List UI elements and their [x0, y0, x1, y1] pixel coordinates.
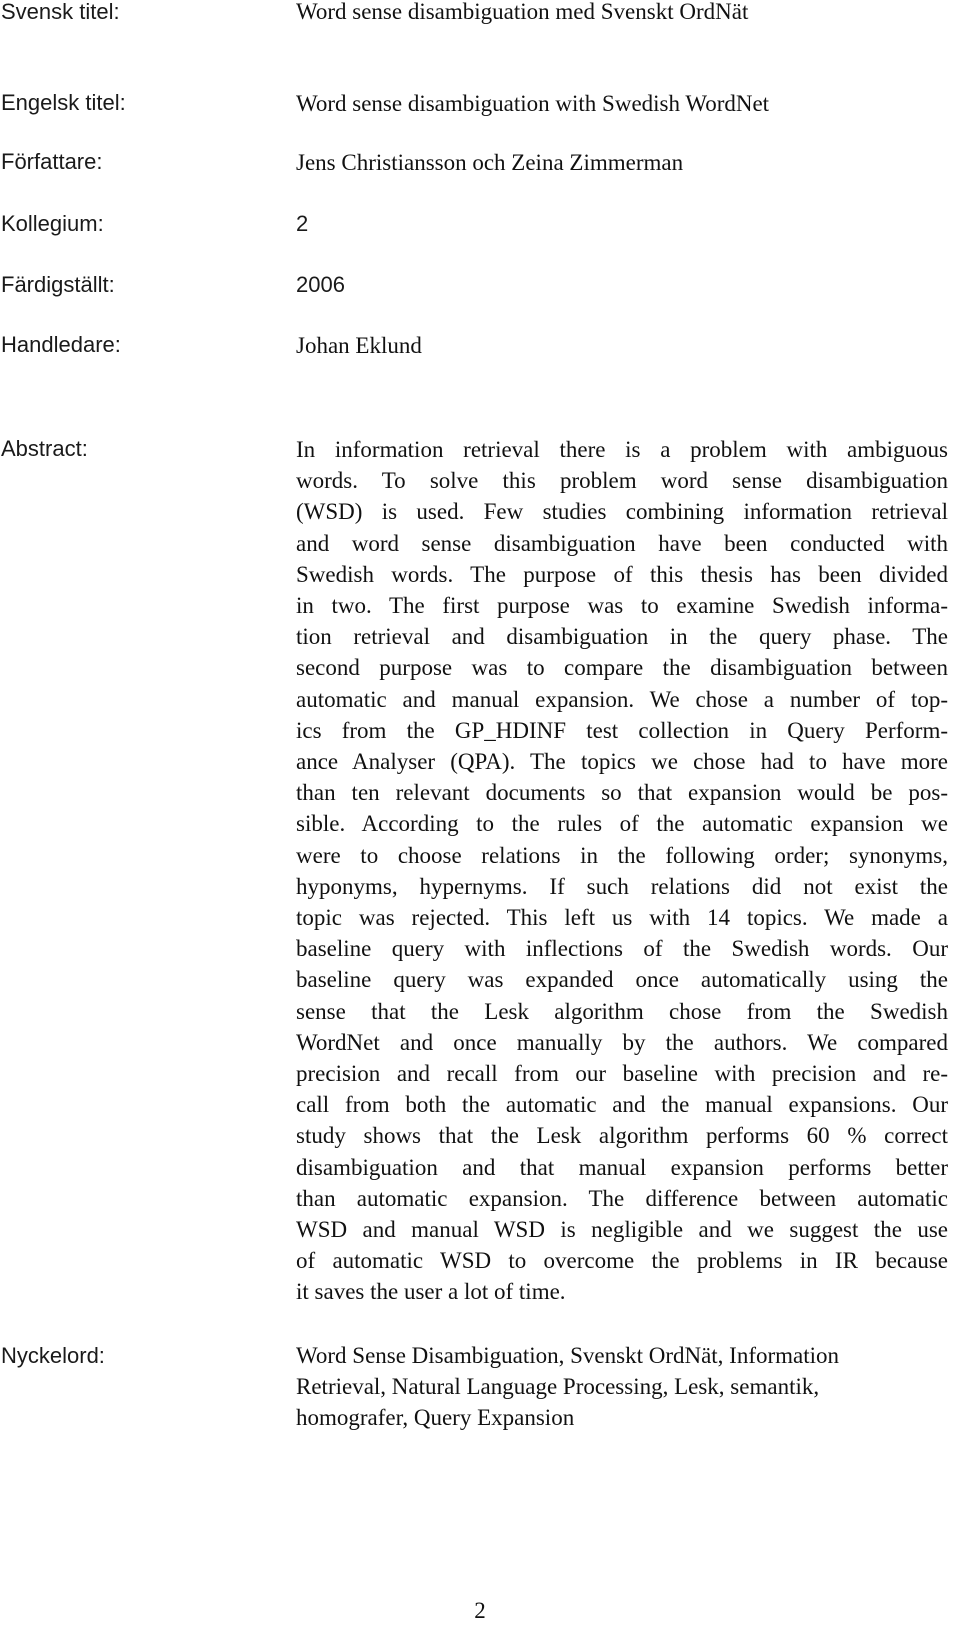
abstract-line: baseline query with inflections of the Swedish words. Our	[296, 936, 948, 962]
abstract-text	[296, 434, 948, 1308]
abstract-line: it saves the user a lot of time.	[296, 1279, 566, 1305]
authors-value: Jens Christiansson och Zeina Zimmerman	[296, 150, 684, 175]
kollegium-value: 2	[296, 211, 309, 236]
abstract-line: of automatic WSD to overcome the problems in IR because	[296, 1248, 948, 1274]
completed-label: Färdigställt:	[1, 272, 115, 297]
abstract-line: precision and recall from our baseline with precision and re-	[296, 1061, 948, 1087]
abstract-line: study shows that the Lesk algorithm performs 60 % correct	[296, 1123, 948, 1149]
abstract-line: tion retrieval and disambiguation in the query phase. The	[296, 624, 948, 650]
supervisor-label: Handledare:	[1, 332, 121, 357]
kollegium-label: Kollegium:	[1, 211, 104, 236]
abstract-line: ics from the GP_HDINF test collection in Query Perform-	[296, 717, 948, 743]
english-title-value: Word sense disambiguation with Swedish WordNet	[296, 91, 770, 116]
abstract-line: ance Analyser (QPA). The topics we chose had to have more	[296, 749, 948, 775]
abstract-line: sible. According to the rules of the automatic expansion we	[296, 811, 948, 837]
abstract-line: baseline query was expanded once automatically using the	[296, 967, 948, 993]
abstract-line: in two. The first purpose was to examine Swedish informa-	[296, 593, 948, 619]
keywords-label: Nyckelord:	[1, 1343, 105, 1368]
keywords-line: Retrieval, Natural Language Processing, Lesk, semantik,	[296, 1374, 820, 1400]
abstract-line: WordNet and once manually by the authors. We compared	[296, 1029, 948, 1055]
abstract-line: sense that the Lesk algorithm chose from the Swedish	[296, 998, 948, 1024]
swedish-title-value: Word sense disambiguation med Svenskt OrdNät	[296, 0, 749, 24]
page-number: 2	[474, 1598, 486, 1623]
abstract-line: In information retrieval there is a problem with ambiguous	[296, 437, 948, 462]
keywords-text	[296, 1340, 948, 1434]
abstract-line: than ten relevant documents so that expansion would be pos-	[296, 780, 948, 806]
keywords-line: homografer, Query Expansion	[296, 1405, 575, 1431]
abstract-line: call from both the automatic and the manual expansions. Our	[296, 1092, 948, 1118]
completed-value: 2006	[296, 272, 345, 297]
abstract-line: hyponyms, hypernyms. If such relations did not exist the	[296, 873, 948, 899]
supervisor-value: Johan Eklund	[296, 333, 422, 358]
abstract-line: words. To solve this problem word sense disambiguation	[296, 468, 948, 494]
abstract-line: second purpose was to compare the disambiguation between	[296, 655, 948, 681]
abstract-label: Abstract:	[1, 436, 88, 461]
abstract-line: Swedish words. The purpose of this thesis has been divided	[296, 561, 948, 587]
abstract-line: and word sense disambiguation have been conducted with	[296, 530, 948, 556]
abstract-line: were to choose relations in the following order; synonyms,	[296, 842, 948, 868]
english-title-label: Engelsk titel:	[1, 90, 126, 115]
abstract-line: (WSD) is used. Few studies combining information retrieval	[296, 499, 948, 525]
abstract-line: WSD and manual WSD is negligible and we suggest the use	[296, 1217, 948, 1243]
abstract-line: disambiguation and that manual expansion performs better	[296, 1154, 948, 1180]
keywords-line: Word Sense Disambiguation, Svenskt OrdNät, Information	[296, 1343, 840, 1368]
abstract-line: automatic and manual expansion. We chose a number of top-	[296, 686, 948, 712]
swedish-title-label: Svensk titel:	[1, 0, 120, 24]
abstract-line: than automatic expansion. The difference between automatic	[296, 1185, 948, 1211]
abstract-line: topic was rejected. This left us with 14 topics. We made a	[296, 905, 948, 931]
authors-label: Författare:	[1, 149, 103, 174]
